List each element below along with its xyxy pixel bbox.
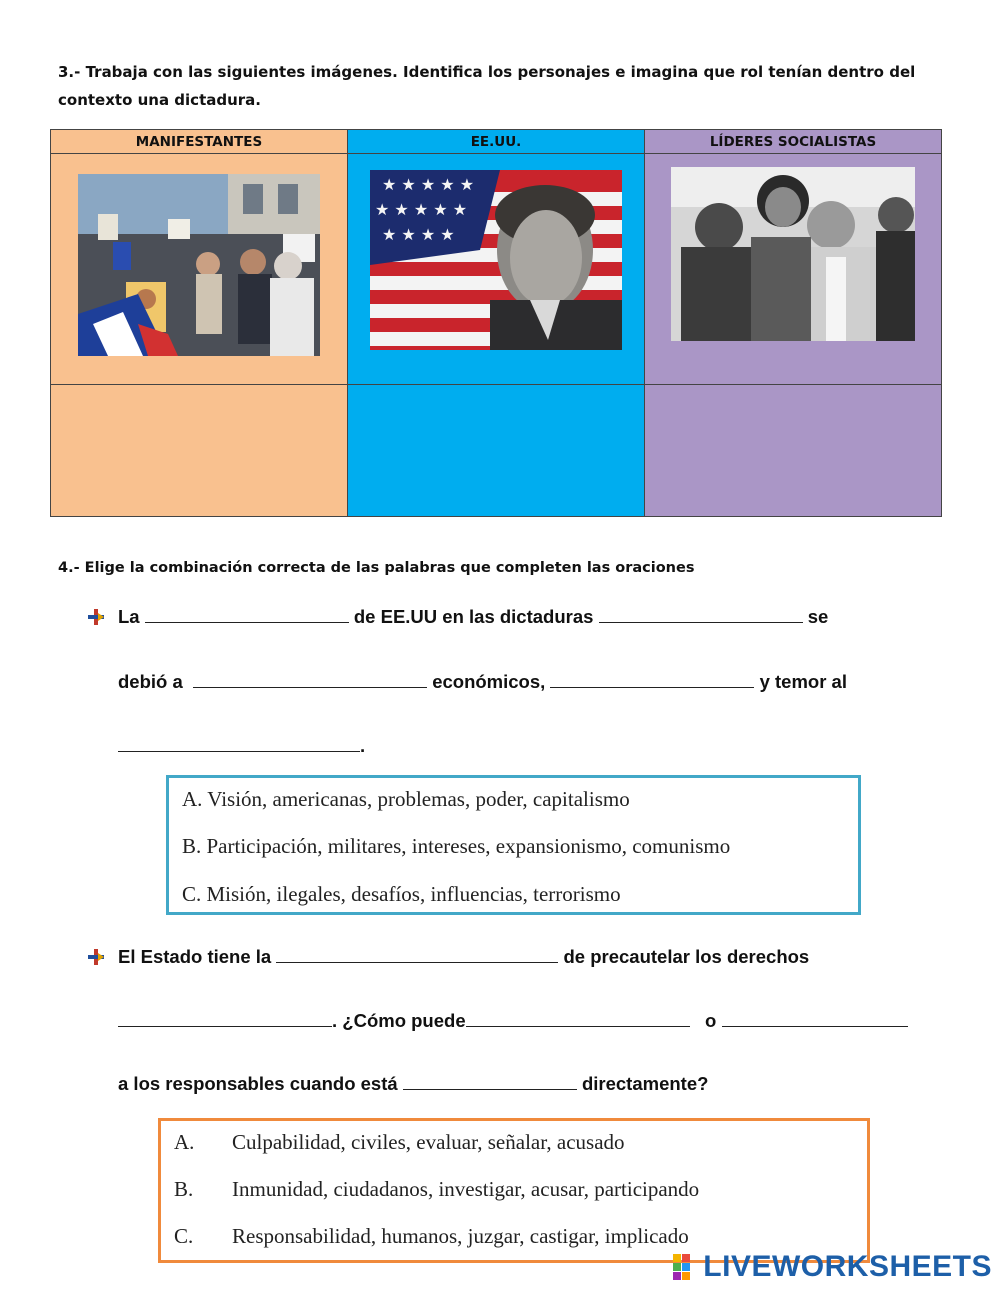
blank-2-3[interactable]	[466, 1010, 690, 1027]
answer-cell-manifestantes[interactable]	[51, 385, 348, 517]
option-2-c[interactable]: C. Responsabilidad, humanos, juzgar, castigar, implicado	[174, 1224, 689, 1248]
blank-2-2[interactable]	[118, 1010, 332, 1027]
cell-protesters-image	[51, 154, 348, 385]
arrow-bullet-icon	[86, 947, 106, 967]
sentence-1-line-1: La de EE.UU en las dictaduras se	[118, 606, 829, 627]
header-eeuu: EE.UU.	[348, 130, 645, 154]
svg-text:★ ★ ★ ★: ★ ★ ★ ★	[382, 225, 455, 244]
question-4-title: 4.- Elige la combinación correcta de las palabras que completen las oraciones	[58, 560, 695, 576]
answer-cell-eeuu[interactable]	[348, 385, 645, 517]
socialist-leaders-photo	[671, 167, 915, 341]
svg-text:★ ★ ★ ★ ★: ★ ★ ★ ★ ★	[375, 200, 468, 219]
sentence-2-line-2: . ¿Cómo puede o	[118, 1010, 908, 1032]
liveworksheets-logo[interactable]: LIVEWORKSHEETS	[673, 1249, 992, 1285]
blank-2-1[interactable]	[276, 946, 558, 963]
blank-2-4[interactable]	[722, 1010, 908, 1027]
question-3-title: 3.- Trabaja con las siguientes imágenes. Identifica los personajes e imagina que rol tenían dentro del contexto una dictadura.	[58, 63, 916, 109]
blank-1-3[interactable]	[193, 671, 427, 688]
option-2-a[interactable]: A. Culpabilidad, civiles, evaluar, señalar, acusado	[174, 1130, 625, 1154]
option-1-b[interactable]: B. Participación, militares, intereses, expansionismo, comunismo	[182, 834, 731, 858]
arrow-bullet-icon	[86, 607, 106, 627]
blank-1-1[interactable]	[145, 606, 349, 623]
option-1-c[interactable]: C. Misión, ilegales, desafíos, influencias, terrorismo	[182, 882, 621, 906]
sentence-2-line-3: a los responsables cuando está directamente?	[118, 1073, 709, 1094]
kennedy-flag-photo	[370, 170, 622, 350]
blank-1-2[interactable]	[599, 606, 803, 623]
options-box-1	[166, 775, 861, 915]
sentence-1-line-2: debió a económicos, y temor al	[118, 671, 847, 692]
sentence-2-line-1: El Estado tiene la de precautelar los derechos	[118, 946, 810, 967]
answer-cell-lideres[interactable]	[645, 385, 942, 517]
sentence-1-line-3: .	[118, 735, 365, 757]
protesters-photo	[78, 174, 320, 356]
liveworksheets-logo-icon	[673, 1252, 699, 1282]
blank-1-5[interactable]	[118, 735, 360, 752]
blank-2-5[interactable]	[403, 1073, 577, 1090]
header-manifestantes: MANIFESTANTES	[51, 130, 348, 154]
header-lideres: LÍDERES SOCIALISTAS	[645, 130, 942, 154]
cell-usa-image	[348, 154, 645, 385]
cell-leaders-image	[645, 154, 942, 385]
image-table	[50, 129, 942, 517]
blank-1-4[interactable]	[550, 671, 754, 688]
svg-text:★ ★ ★ ★ ★: ★ ★ ★ ★ ★	[382, 175, 475, 194]
option-1-a[interactable]: A. Visión, americanas, problemas, poder, capitalismo	[182, 787, 630, 811]
options-box-2	[158, 1118, 870, 1263]
option-2-b[interactable]: B. Inmunidad, ciudadanos, investigar, acusar, participando	[174, 1177, 700, 1201]
